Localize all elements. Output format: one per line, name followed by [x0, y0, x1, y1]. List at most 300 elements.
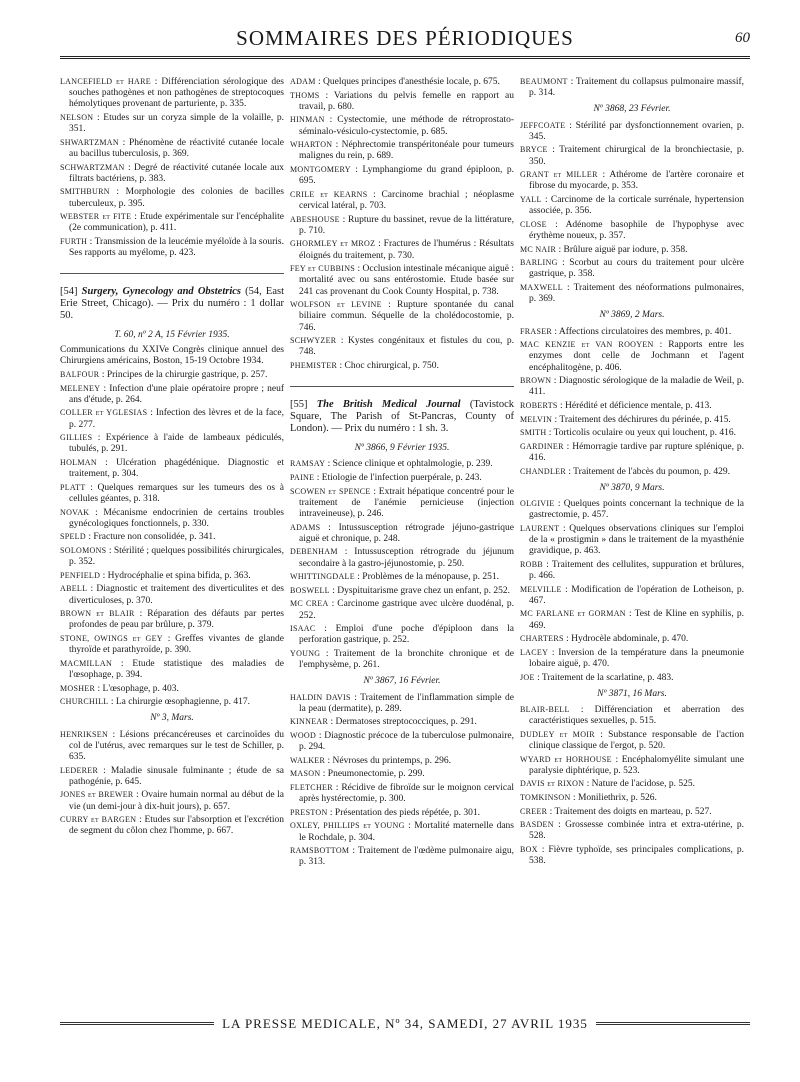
issue-heading: Nº 3871, 16 Mars.: [597, 688, 667, 699]
article-title: : Etude statistique des maladies de l'œsophage, p. 394.: [69, 658, 284, 680]
header-rule: [60, 56, 750, 62]
article-entry: [520, 120, 744, 143]
article-title: : Variations du pelvis femelle en rapport au travail, p. 680.: [299, 90, 514, 112]
article-entry: [520, 647, 744, 670]
article-author: ROBB: [520, 559, 543, 569]
article-entry: [60, 633, 284, 656]
article-title: : Traitement des déchirures du périnée, p. 415.: [552, 414, 731, 425]
article-author: WEBSTER et FITE: [60, 212, 132, 222]
article-title: : Science clinique et ophtalmologie, p. 239.: [325, 459, 493, 470]
article-title: : Choc chirurgical, p. 750.: [337, 360, 439, 371]
article-author: WOLFSON et LEVINE: [290, 300, 382, 310]
journal-number: [54]: [60, 286, 78, 298]
article-title: : Diagnostic précoce de la tuberculose pulmonaire, p. 294.: [299, 730, 514, 753]
article-author: YOUNG: [290, 648, 321, 658]
article-entry: [520, 584, 744, 607]
article-author: BRYCE: [520, 145, 548, 155]
article-entry: [520, 819, 744, 842]
article-entry: [60, 507, 284, 530]
journal-info: (54, East Erie Street, Chicago). — Prix du numéro : 1 dollar 50.: [60, 286, 284, 322]
journal-heading: [290, 399, 514, 435]
article-entry: [60, 236, 284, 259]
article-title: : Traitement de la bronchite chronique et de l'emphysème, p. 261.: [299, 648, 514, 671]
entry-list: [290, 692, 514, 869]
article-author: MOSHER: [60, 683, 96, 693]
article-entry: [60, 383, 284, 406]
article-title: : Ulcération phagédénique. Diagnostic et traitement, p. 304.: [69, 457, 284, 480]
section-divider: [290, 386, 514, 387]
article-entry: [60, 658, 284, 681]
article-author: DUDLEY et MOIR: [520, 729, 595, 739]
issue-heading: Nº 3868, 23 Février.: [593, 104, 671, 115]
article-title: : Mécanisme endocrinien de certains troubles gynécologiques fonctionnels, p. 330.: [69, 507, 284, 529]
footer-rule-right: [596, 1022, 750, 1027]
article-entry: [60, 814, 284, 837]
article-entry: [60, 765, 284, 788]
article-title: : Fracture non consolidée, p. 341.: [85, 532, 216, 543]
article-title: : Ovaire humain normal au début de la vie (un demi-jour à dix-huit jours), p. 657.: [69, 790, 284, 812]
article-title: : Différenciation sérologique des souches pathogènes et non pathogènes de streptocoques hémolytiques provenant de parturiente, p. 335.: [69, 77, 284, 110]
article-author: ADAMS: [290, 522, 321, 532]
article-entry: [520, 806, 744, 818]
article-author: CURRY et BARGEN: [60, 815, 137, 825]
article-author: NOVAK: [60, 507, 90, 517]
article-author: SCHWYZER: [290, 336, 337, 346]
article-title: : Rupture spontanée du canal biliaire commun. Séquelle de la cholédocostomie, p. 746.: [299, 300, 514, 333]
article-title: : Fièvre typhoïde, ses principales complications, p. 538.: [529, 844, 744, 867]
article-title: : Hérédité et déficience mentale, p. 413.: [557, 400, 712, 411]
article-title: : Adénome basophile de l'hypophyse avec érythème noueux, p. 357.: [529, 219, 744, 241]
article-entry: [290, 692, 514, 715]
article-author: CHURCHILL: [60, 697, 109, 707]
article-author: MAXWELL: [520, 282, 563, 292]
article-entry: [60, 137, 284, 160]
journal-info: (Tavistock Square, The Parish of St-Pancras, County of London). — Prix du numéro : 1 sh. 3.: [290, 399, 515, 435]
article-title: : Traitement de l'œdème pulmonaire aigu, p. 313.: [299, 846, 514, 868]
article-author: GRANT et MILLER: [520, 170, 598, 180]
entry-list: [60, 76, 284, 259]
article-title: : Pneumonectomie, p. 299.: [320, 769, 425, 780]
article-title: : Traitement de la scarlatine, p. 483.: [534, 672, 674, 683]
article-author: TOMKINSON: [520, 792, 571, 802]
article-author: SCOWEN et SPENCE: [290, 486, 371, 496]
page-header: [60, 18, 750, 58]
article-author: MAC KENZIE et VAN ROOYEN: [520, 340, 654, 350]
article-author: PRESTON: [290, 807, 328, 817]
article-author: DAVIS et RIXON: [520, 779, 585, 789]
article-author: CLOSE: [520, 219, 547, 229]
article-entry: [520, 169, 744, 192]
entry-list: [520, 704, 744, 867]
article-entry: [60, 186, 284, 209]
article-entry: [60, 531, 284, 543]
article-title: : Etude expérimentale sur l'encéphalite (2e communication), p. 411.: [69, 212, 284, 234]
article-author: MONTGOMERY: [290, 164, 351, 174]
article-author: FLETCHER: [290, 782, 333, 792]
entry-list: [60, 369, 284, 708]
article-entry: [60, 162, 284, 185]
article-entry: [290, 820, 514, 843]
article-entry: [520, 729, 744, 752]
article-title: : Occlusion intestinale mécanique aiguë : mortalité avec ou sans entérostomie. Etude basée sur 241 cas provenant du Cook County Hospital, p. 738.: [299, 264, 514, 297]
article-author: SHWARTZMAN: [60, 137, 119, 147]
article-author: JOE: [520, 672, 535, 682]
article-entry: [520, 523, 744, 558]
article-entry: [290, 214, 514, 237]
article-entry: [290, 571, 514, 583]
article-title: : Expérience à l'aide de lambeaux pédiculés, tubulés, p. 291.: [69, 433, 284, 455]
article-entry: [290, 522, 514, 545]
article-author: FRASER: [520, 326, 553, 336]
article-entry: [290, 782, 514, 805]
article-author: WOOD: [290, 730, 317, 740]
article-entry: [290, 458, 514, 470]
entry-list: [290, 76, 514, 372]
article-author: SMITHBURN: [60, 187, 110, 197]
article-title: : Greffes vivantes de glande thyroïde et parathyroïde, p. 390.: [69, 633, 284, 656]
journal-number: [55]: [290, 399, 308, 411]
article-entry: [520, 244, 744, 256]
footer-text: LA PRESSE MEDICALE, Nº 34, SAMEDI, 27 AVRIL 1935: [222, 1016, 588, 1031]
article-author: MELVILLE: [520, 584, 562, 594]
article-entry: [520, 441, 744, 464]
article-title: : Réparation des défauts par pertes profondes de peau par brûlure, p. 379.: [69, 609, 284, 631]
article-title: : Traitement des doigts en marteau, p. 527.: [547, 806, 712, 817]
article-title: : Traitement de l'inflammation simple de la peau (dermatite), p. 289.: [299, 692, 514, 714]
article-author: MACMILLAN: [60, 658, 113, 668]
article-author: LACEY: [520, 647, 549, 657]
article-entry: [60, 76, 284, 111]
article-title: : Torticolis oculaire ou yeux qui louchent, p. 416.: [546, 428, 737, 439]
section-divider: [60, 273, 284, 274]
article-title: : Moniliethrix, p. 526.: [570, 792, 657, 803]
article-title: : Brûlure aiguë par iodure, p. 358.: [556, 244, 688, 255]
article-author: THOMS: [290, 90, 320, 100]
article-title: : Hydrocèle abdominale, p. 470.: [563, 634, 689, 645]
volume-heading: [60, 330, 284, 341]
article-author: BOX: [520, 844, 538, 854]
article-author: OLGIVIE: [520, 498, 555, 508]
article-author: GARDINER: [520, 441, 564, 451]
article-title: : Etiologie de l'infection puerpérale, p. 243.: [314, 472, 482, 483]
article-author: HOLMAN: [60, 457, 97, 467]
article-author: WYARD et HORHOUSE: [520, 754, 612, 764]
article-author: ISAAC: [290, 624, 316, 634]
page-title: SOMMAIRES DES PÉRIODIQUES: [236, 26, 574, 50]
article-title: : Quelques principes d'anesthésie locale, p. 675.: [315, 77, 500, 87]
article-title: : Infection d'une plaie opératoire propre ; neuf ans d'étude, p. 264.: [69, 383, 284, 405]
article-title: : Infection des lèvres et de la face, p. 277.: [69, 408, 284, 430]
article-title: : Scorbut au cours du traitement pour ulcère gastrique, p. 358.: [529, 258, 744, 280]
article-author: ABESHOUSE: [290, 214, 340, 224]
article-entry: [520, 778, 744, 790]
article-entry: [290, 768, 514, 780]
article-author: HENRIKSEN: [60, 729, 109, 739]
article-entry: [520, 704, 744, 727]
article-title: : Morphologie des colonies de bacilles tuberculeux, p. 395.: [69, 187, 284, 209]
article-entry: [60, 211, 284, 234]
article-title: : Traitement de l'abcès du poumon, p. 429.: [565, 466, 730, 477]
page-number: 60: [735, 30, 750, 46]
article-title: : Néphrectomie transpéritonéale pour tumeurs malignes du rein, p. 689.: [299, 140, 514, 162]
column-1: [60, 76, 284, 839]
article-author: FEY et CUBBINS: [290, 264, 356, 274]
column-2: [290, 76, 514, 870]
article-author: HINMAN: [290, 115, 325, 125]
article-entry: [290, 139, 514, 162]
article-entry: [520, 466, 744, 478]
article-author: MC CREA: [290, 599, 329, 609]
article-entry: [520, 257, 744, 280]
volume-label: T. 60, nº 2 A, 15 Février 1935.: [114, 330, 230, 341]
article-author: BOSWELL: [290, 585, 330, 595]
article-author: BROWN et BLAIR: [60, 609, 135, 619]
article-author: DEBENHAM: [290, 547, 338, 557]
entry-list: [290, 458, 514, 671]
article-title: : Test de Kline en syphilis, p. 469.: [529, 609, 745, 631]
article-title: : Névroses du printemps, p. 296.: [325, 755, 452, 766]
article-author: LANCEFIELD et HARE: [60, 77, 151, 86]
article-entry: [520, 194, 744, 217]
article-title: : Stérilité par dysfonctionnement ovarien, p. 345.: [529, 120, 744, 142]
article-entry: [60, 432, 284, 455]
article-entry: [290, 164, 514, 187]
article-title: : Lymphangiome du grand épiploon, p. 695.: [299, 164, 514, 187]
article-entry: [60, 696, 284, 708]
article-author: PHEMISTER: [290, 360, 338, 370]
article-title: : Carcinome gastrique avec ulcère duodénal, p. 252.: [299, 599, 514, 621]
article-entry: [520, 339, 744, 374]
article-title: : Grossesse combinée intra et extra-utérine, p. 528.: [529, 820, 744, 842]
article-entry: [290, 76, 514, 88]
article-author: GILLIES: [60, 433, 93, 443]
article-entry: [60, 789, 284, 812]
article-entry: [60, 570, 284, 582]
article-title: : Quelques points concernant la technique de la gastrectomie, p. 457.: [529, 498, 744, 521]
article-author: LAURENT: [520, 523, 560, 533]
article-title: : La chirurgie œsophagienne, p. 417.: [108, 697, 250, 708]
article-title: : Traitement des cellulites, suppuration et brûlures, p. 466.: [529, 559, 744, 581]
article-title: : Etudes sur l'absorption et l'excrétion de segment du côlon chez l'homme, p. 667.: [69, 815, 284, 837]
article-entry: [290, 585, 514, 597]
article-author: MC NAIR: [520, 244, 557, 254]
article-author: MELVIN: [520, 414, 553, 424]
article-entry: [60, 407, 284, 430]
article-entry: [60, 457, 284, 480]
article-entry: [60, 583, 284, 606]
journal-name: Surgery, Gynecology and Obstetrics: [81, 286, 241, 298]
article-author: BARLING: [520, 258, 558, 268]
article-author: WALKER: [290, 755, 326, 765]
article-title: : L'œsophage, p. 403.: [95, 683, 179, 694]
article-entry: [520, 76, 744, 99]
article-author: COLLER et YGLESIAS: [60, 408, 148, 418]
entry-list: [520, 120, 744, 306]
article-entry: [520, 375, 744, 398]
article-title: : Rapports entre les enzymes dont celle de Jochmann et l'agent encéphalitogène, p. 406.: [529, 340, 745, 373]
footer-rule-left: [60, 1022, 214, 1027]
article-title: : Quelques remarques sur les tumeurs des os à cellules géantes, p. 318.: [69, 482, 284, 504]
article-title: : Différenciation et aberration des caractéristiques sexuelles, p. 515.: [529, 704, 744, 727]
article-title: : Carcinome de la corticale surrénale, hypertension associée, p. 356.: [529, 195, 744, 217]
article-entry: [60, 369, 284, 381]
article-title: : Degré de réactivité cutanée locale aux filtrats bactériens, p. 383.: [69, 162, 284, 184]
article-entry: [290, 716, 514, 728]
article-author: CHARTERS: [520, 634, 564, 644]
article-entry: [290, 755, 514, 767]
article-entry: [60, 482, 284, 505]
article-entry: [520, 498, 744, 521]
article-entry: [520, 754, 744, 777]
article-entry: [290, 90, 514, 113]
article-author: SMITH: [520, 428, 547, 438]
article-author: SOLOMONS: [60, 545, 107, 555]
article-entry: [520, 792, 744, 804]
article-author: ROBERTS: [520, 400, 558, 410]
article-entry: [290, 299, 514, 334]
article-entry: [520, 427, 744, 439]
article-entry: [520, 844, 744, 867]
article-author: NELSON: [60, 113, 94, 122]
article-title: : Récidive de fibroïde sur le moignon cervical après hystérectomie, p. 300.: [299, 782, 514, 805]
page-footer: [60, 1014, 750, 1034]
article-entry: [60, 545, 284, 568]
article-title: : Rupture du bassinet, revue de la littérature, p. 710.: [299, 214, 514, 236]
article-entry: [60, 729, 284, 764]
issue-heading: Nº 3866, 9 Février 1935.: [354, 443, 450, 454]
article-author: CREER: [520, 806, 548, 816]
article-author: STONE, OWINGS et GEY: [60, 633, 163, 643]
article-entry: [290, 360, 514, 372]
article-author: BASDEN: [520, 820, 554, 830]
article-title: : Nature de l'acidose, p. 525.: [584, 779, 695, 790]
article-title: : Inversion de la température dans la pneumonie lobaire aiguë, p. 470.: [529, 647, 744, 669]
journal-name: The British Medical Journal: [316, 399, 461, 411]
article-title: : Stérilité ; quelques possibilités chirurgicales, p. 352.: [69, 545, 284, 568]
article-author: JONES et BREWER: [60, 790, 134, 800]
article-author: GHORMLEY et MROZ: [290, 239, 376, 249]
article-author: ABELL: [60, 584, 88, 594]
article-title: : Diagnostic sérologique de la maladie de Weil, p. 411.: [529, 376, 744, 398]
article-entry: [290, 648, 514, 671]
article-entry: [290, 472, 514, 484]
article-title: : Traitement chirurgical de la bronchiectasie, p. 350.: [529, 145, 744, 167]
article-entry: [520, 608, 744, 631]
article-entry: [290, 546, 514, 569]
article-title: : Problèmes de la ménopause, p. 251.: [354, 572, 499, 583]
entry-list: [520, 498, 744, 684]
article-title: : Lésions précancéreuses et carcinoïdes du col de l'utérus, avec remarques sur le test de Schiller, p. 635.: [69, 729, 284, 762]
article-title: : Affections circulatoires des membres, p. 401.: [552, 326, 732, 337]
article-title: : Substance responsable de l'action clinique classique de l'ergot, p. 520.: [529, 729, 744, 751]
article-entry: [60, 683, 284, 695]
article-author: BALFOUR: [60, 370, 100, 379]
article-title: : Cystectomie, une méthode de rétroprostato-séminalo-vésiculo-cystectomie, p. 685.: [299, 115, 514, 137]
article-author: PLATT: [60, 482, 86, 492]
article-entry: [290, 238, 514, 261]
article-entry: [520, 282, 744, 305]
article-author: YALL: [520, 195, 542, 204]
entry-list: [60, 729, 284, 838]
article-author: ADAM: [290, 77, 316, 86]
column-3: [520, 76, 744, 869]
article-author: CHANDLER: [520, 466, 566, 476]
article-author: RAMSAY: [290, 459, 326, 469]
article-author: KINNEAR: [290, 717, 329, 727]
article-entry: [520, 633, 744, 645]
congress-note: Communications du XXIVe Congrès clinique annuel des Chirurgiens américains, Boston, 15-19 Octobre 1934.: [60, 344, 284, 366]
article-title: : Mortalité maternelle dans le Rochdale, p. 304.: [299, 821, 514, 843]
article-title: : Emploi d'une poche d'épiploon dans la perforation gastrique, p. 252.: [299, 624, 514, 646]
article-author: FURTH: [60, 236, 88, 246]
article-author: CRILE et KEARNS: [290, 189, 368, 199]
article-author: BLAIR-BELL: [520, 704, 570, 714]
article-author: HALDIN DAVIS: [290, 692, 351, 702]
article-title: : Dyspituitarisme grave chez un enfant, p. 252.: [329, 585, 511, 596]
article-entry: [520, 326, 744, 338]
article-entry: [520, 144, 744, 167]
article-entry: [520, 400, 744, 412]
article-title: : Encéphalomyélite simulant une paralysie diphtérique, p. 523.: [529, 754, 744, 776]
article-entry: [520, 559, 744, 582]
article-entry: [290, 189, 514, 212]
article-title: : Quelques observations cliniques sur l'emploi de la « prostigmin » dans le traitement de la myasthénie gravidique, p. 463.: [529, 523, 744, 557]
article-title: : Maladie sinusale fulminante ; étude de sa pathogénie, p. 645.: [69, 765, 284, 787]
article-entry: [520, 672, 744, 684]
article-title: : Modification de l'opération de Lotheison, p. 467.: [529, 584, 744, 606]
article-title: : Fractures de l'humérus : Résultats éloignés du traitement, p. 730.: [299, 239, 514, 261]
article-author: LEDERER: [60, 765, 99, 775]
article-entry: [290, 486, 514, 521]
article-title: : Transmission de la leucémie myéloïde à la souris. Ses rapports au myélome, p. 423.: [69, 236, 284, 259]
article-title: : Athérome de l'artère coronaire et fibrose du myocarde, p. 353.: [529, 170, 744, 192]
article-title: : Intussusception rétrograde jéjuno-gastrique aiguë et chronique, p. 248.: [299, 522, 514, 544]
article-author: MC FARLANE et GORMAN: [520, 609, 626, 619]
article-title: : Kystes congénitaux et fistules du cou, p. 748.: [299, 336, 514, 358]
article-title: : Traitement du collapsus pulmonaire massif, p. 314.: [529, 77, 744, 99]
article-author: PAINE: [290, 472, 315, 482]
article-author: OXLEY, PHILLIPS et YOUNG: [290, 821, 405, 831]
article-entry: [520, 414, 744, 426]
article-entry: [290, 730, 514, 753]
entry-list: [520, 326, 744, 478]
article-author: MASON: [290, 769, 321, 779]
article-title: : Intussusception rétrograde du jéjunum secondaire à la gastro-jéjunostomie, p. 250.: [299, 547, 514, 569]
article-title: : Diagnostic et traitement des diverticulites et des diverticuloses, p. 370.: [69, 584, 284, 606]
article-title: : Hydrocéphalie et spina bifida, p. 363.: [100, 570, 251, 581]
article-entry: [60, 608, 284, 631]
article-entry: [290, 845, 514, 868]
article-author: SCHWARTZMAN: [60, 162, 125, 172]
article-entry: [520, 219, 744, 242]
article-entry: [290, 623, 514, 646]
article-author: SPELD: [60, 532, 86, 542]
article-title: : Etudes sur un coryza simple de la volaille, p. 351.: [69, 113, 284, 135]
issue-heading: Nº 3869, 2 Mars.: [599, 310, 665, 321]
article-title: : Principes de la chirurgie gastrique, p. 257.: [99, 370, 268, 380]
journal-heading: [60, 286, 284, 322]
article-entry: [290, 263, 514, 298]
article-title: : Carcinome brachial ; néoplasme cervical latéral, p. 703.: [299, 189, 514, 211]
article-title: : Extrait hépatique concentré pour le traitement de l'anémie pernicieuse (injection intraveineuse), p. 246.: [299, 486, 514, 519]
article-title: : Hémorragie tardive par rupture splénique, p. 416.: [529, 441, 744, 463]
article-title: : Traitement des néoformations pulmonaires, p. 369.: [529, 282, 744, 305]
article-author: WHARTON: [290, 140, 333, 150]
article-entry: [290, 807, 514, 819]
article-title: : Phénomène de réactivité cutanée locale au bacillus tuberculosis, p. 369.: [69, 137, 284, 159]
entry-list: [520, 76, 744, 99]
article-title: : Présentation des pieds répétée, p. 301.: [327, 807, 481, 818]
